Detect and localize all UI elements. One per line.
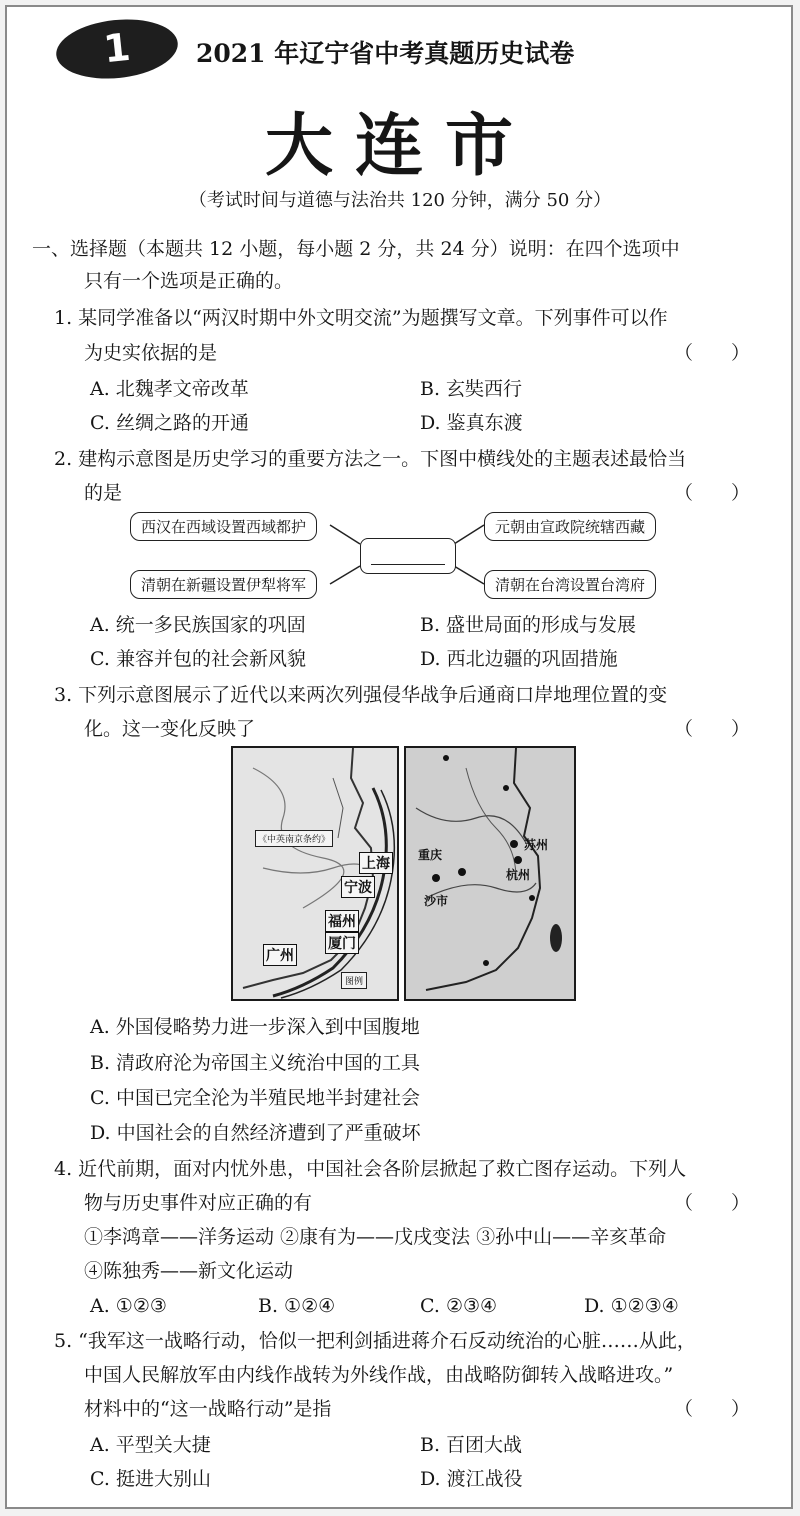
map-inset-label: 《中英南京条约》 <box>255 830 333 847</box>
q4-option-a: A. ①②③ <box>90 1295 167 1317</box>
q4-answer-blank: （ ） <box>674 1192 751 1214</box>
section-heading: 一、选择题（本题共 12 小题，每小题 2 分，共 24 分）说明：在四个选项中 <box>32 238 680 260</box>
q4-option-b: B. ①②④ <box>258 1295 336 1317</box>
q2-option-c: C. 兼容并包的社会新风貌 <box>90 648 306 670</box>
q1-stem-cont: 为史实依据的是 <box>84 342 218 364</box>
q5-stem-cont: 中国人民解放军由内线作战转为外线作战，由战略防御转入战略进攻。” <box>84 1364 674 1386</box>
q1-option-d: D. 鉴真东渡 <box>420 412 523 434</box>
map-left-coastline <box>233 748 399 1001</box>
q3-treaty-port-maps <box>231 746 576 1003</box>
paper-number: 1 <box>101 24 133 72</box>
q1-stem: 1. 某同学准备以“两汉时期中外文明交流”为题撰写文章。下列事件可以作 <box>54 307 668 329</box>
map-label-chongqing: 重庆 <box>418 848 443 862</box>
q5-stem-cont-2: 材料中的“这一战略行动”是指 <box>84 1398 332 1420</box>
q4-option-c: C. ②③④ <box>420 1295 498 1317</box>
diagram-box-top-right: 元朝由宣政院统辖西藏 <box>484 512 656 541</box>
q1-option-c: C. 丝绸之路的开通 <box>90 412 249 434</box>
map-label-fuzhou: 福州 <box>325 910 359 932</box>
map-legend: 图例 <box>341 972 367 989</box>
q5-option-c: C. 挺进大别山 <box>90 1468 211 1490</box>
q3-option-a: A. 外国侵略势力进一步深入到中国腹地 <box>90 1016 420 1038</box>
q4-option-d: D. ①②③④ <box>584 1295 679 1317</box>
map-label-shanghai: 上海 <box>359 852 393 874</box>
q3-stem: 3. 下列示意图展示了近代以来两次列强侵华战争后通商口岸地理位置的变 <box>54 684 668 706</box>
q2-answer-blank: （ ） <box>674 482 751 504</box>
q1-option-a: A. 北魏孝文帝改革 <box>90 378 249 400</box>
diagram-center-blank <box>360 538 456 574</box>
map-label-suzhou: 苏州 <box>524 838 549 852</box>
q3-option-c: C. 中国已完全沦为半殖民地半封建社会 <box>90 1087 420 1109</box>
q3-option-d: D. 中国社会的自然经济遭到了严重破坏 <box>90 1122 421 1144</box>
q5-answer-blank: （ ） <box>674 1398 751 1420</box>
map-label-xiamen: 厦门 <box>325 932 359 954</box>
q5-option-a: A. 平型关大捷 <box>90 1434 211 1456</box>
map-label-guangzhou: 广州 <box>263 944 297 966</box>
diagram-box-top-left: 西汉在西域设置西域都护 <box>130 512 317 541</box>
q1-option-b: B. 玄奘西行 <box>420 378 523 400</box>
map-right-coastline <box>406 748 576 1001</box>
q4-pairs-cont: ④陈独秀——新文化运动 <box>84 1260 294 1282</box>
diagram-box-bottom-right: 清朝在台湾设置台湾府 <box>484 570 656 599</box>
q3-option-b: B. 清政府沦为帝国主义统治中国的工具 <box>90 1052 421 1074</box>
city-heading: 大连市 <box>264 107 535 186</box>
section-heading-cont: 只有一个选项是正确的。 <box>84 270 294 292</box>
exam-note: （考试时间与道德与法治共 120 分钟，满分 50 分） <box>188 190 612 211</box>
q1-answer-blank: （ ） <box>674 342 751 364</box>
diagram-box-bottom-left: 清朝在新疆设置伊犁将军 <box>130 570 317 599</box>
q2-option-d: D. 西北边疆的巩固措施 <box>420 648 618 670</box>
diagram-blank-line <box>371 564 445 565</box>
q3-answer-blank: （ ） <box>674 718 751 740</box>
q4-stem-cont: 物与历史事件对应正确的有 <box>84 1192 313 1214</box>
q2-concept-diagram <box>120 508 690 600</box>
q2-stem-cont: 的是 <box>84 482 123 504</box>
q4-stem: 4. 近代前期，面对内忧外患，中国社会各阶层掀起了救亡图存运动。下列人 <box>54 1158 687 1180</box>
q4-pairs: ①李鸿章——洋务运动 ②康有为——戊戌变法 ③孙中山——辛亥革命 <box>84 1226 667 1248</box>
q2-option-a: A. 统一多民族国家的巩固 <box>90 614 306 636</box>
map-second-opium-war-ports <box>404 746 576 1001</box>
map-first-opium-war-ports <box>231 746 399 1001</box>
q2-stem: 2. 建构示意图是历史学习的重要方法之一。下图中横线处的主题表述最恰当 <box>54 448 687 470</box>
exam-title: 2021 年辽宁省中考真题历史试卷 <box>196 39 575 68</box>
map-label-ningbo: 宁波 <box>341 876 375 898</box>
q2-option-b: B. 盛世局面的形成与发展 <box>420 614 637 636</box>
q5-stem: 5. “我军这一战略行动，恰似一把利剑插进蒋介石反动统治的心脏……从此， <box>54 1330 696 1352</box>
q5-option-b: B. 百团大战 <box>420 1434 523 1456</box>
q3-stem-cont: 化。这一变化反映了 <box>84 718 256 740</box>
map-label-hangzhou: 杭州 <box>506 868 531 882</box>
map-label-shashi: 沙市 <box>424 894 449 908</box>
q5-option-d: D. 渡江战役 <box>420 1468 523 1490</box>
